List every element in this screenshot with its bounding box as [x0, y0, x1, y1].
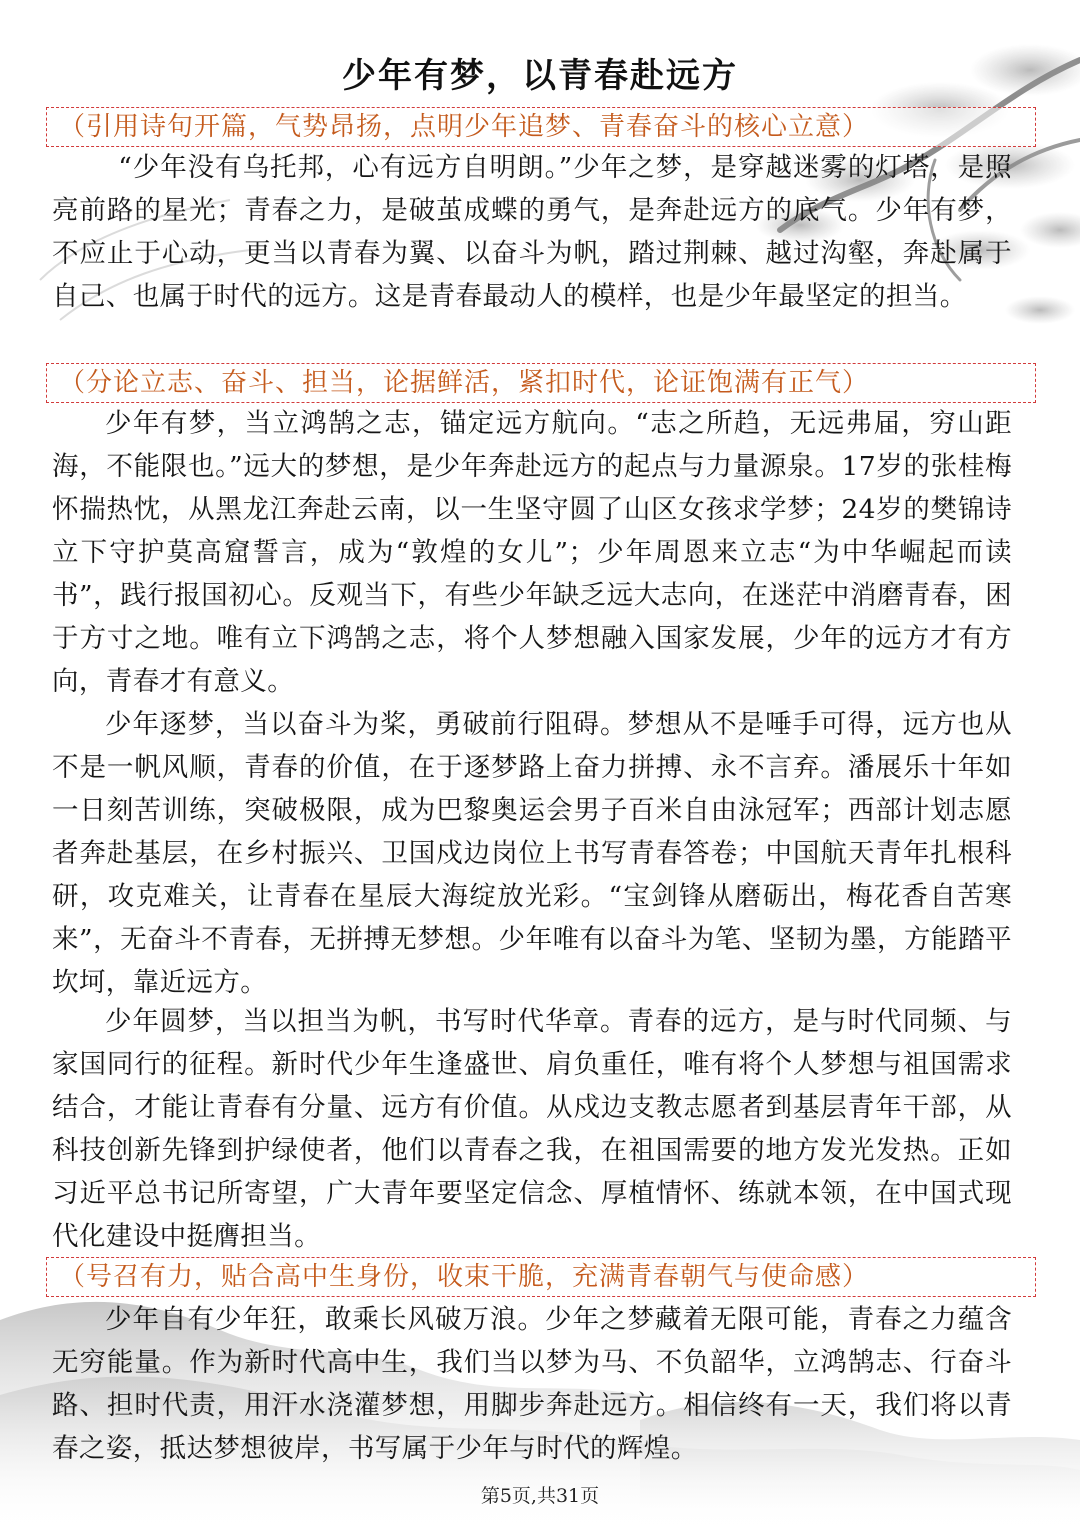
paragraph-aspiration: 少年有梦，当立鸿鹄之志，锚定远方航向。“志之所趋，无远弗届，穷山距海，不能限也。”远大的梦想，是少年奔赴远方的起点与力量源泉。17岁的张桂梅怀揣热忱，从黑龙江奔赴云南，以一生坚守圆了山区女孩求学梦；24岁的樊锦诗立下守护莫高窟誓言，成为“敦煌的女儿”；少年周恩来立志“为中华崛起而读书”，践行报国初心。反观当下，有些少年缺乏远大志向，在迷茫中消磨青春，困于方寸之地。唯有立下鸿鹄之志，将个人梦想融入国家发展，少年的远方才有方向，青春才有意义。 — [52, 408, 1012, 697]
annotation-note-closing: （号召有力，贴合高中生身份，收束干脆，充满青春朝气与使命感） — [46, 1257, 1036, 1297]
paragraph-responsibility: 少年圆梦，当以担当为帆，书写时代华章。青春的远方，是与时代同频、与家国同行的征程。新时代少年生逢盛世、肩负重任，唯有将个人梦想与祖国需求结合，才能让青春有分量、远方有价值。从戍边支教志愿者到基层青年干部，从科技创新先锋到护绿使者，他们以青春之我，在祖国需要的地方发光发热。正如习近平总书记所寄望，广大青年要坚定信念、厚植情怀、练就本领，在中国式现代化建设中挺膺担当。 — [52, 1006, 1012, 1252]
annotation-note-opening: （引用诗句开篇，气势昂扬，点明少年追梦、青春奋斗的核心立意） — [46, 107, 1036, 147]
page-title: 少年有梦，以青春赴远方 — [342, 56, 738, 96]
paragraph-opening: “少年没有乌托邦，心有远方自明朗。”少年之梦，是穿越迷雾的灯塔，是照亮前路的星光；青春之力，是破茧成蝶的勇气，是奔赴远方的底气。少年有梦，不应止于心动，更当以青春为翼、以奋斗为帆，踏过荆棘、越过沟壑，奔赴属于自己、也属于时代的远方。这是青春最动人的模样，也是少年最坚定的担当。 — [52, 152, 1012, 312]
annotation-note-body: （分论立志、奋斗、担当，论据鲜活，紧扣时代，论证饱满有正气） — [46, 363, 1036, 403]
paragraph-striving: 少年逐梦，当以奋斗为桨，勇破前行阻碍。梦想从不是唾手可得，远方也从不是一帆风顺，青春的价值，在于逐梦路上奋力拼搏、永不言弃。潘展乐十年如一日刻苦训练，突破极限，成为巴黎奥运会男子百米自由泳冠军；西部计划志愿者奔赴基层，在乡村振兴、卫国戍边岗位上书写青春答卷；中国航天青年扎根科研，攻克难关，让青春在星辰大海绽放光彩。“宝剑锋从磨砺出，梅花香自苦寒来”，无奋斗不青春，无拼搏无梦想。少年唯有以奋斗为笔、坚韧为墨，方能踏平坎坷，靠近远方。 — [52, 709, 1012, 998]
page-number: 第5页,共31页 — [480, 1485, 600, 1507]
paragraph-closing: 少年自有少年狂，敢乘长风破万浪。少年之梦藏着无限可能，青春之力蕴含无穷能量。作为新时代高中生，我们当以梦为马、不负韶华，立鸿鹄志、行奋斗路、担时代责，用汗水浇灌梦想，用脚步奔赴远方。相信终有一天，我们将以青春之姿，抵达梦想彼岸，书写属于少年与时代的辉煌。 — [52, 1304, 1012, 1464]
